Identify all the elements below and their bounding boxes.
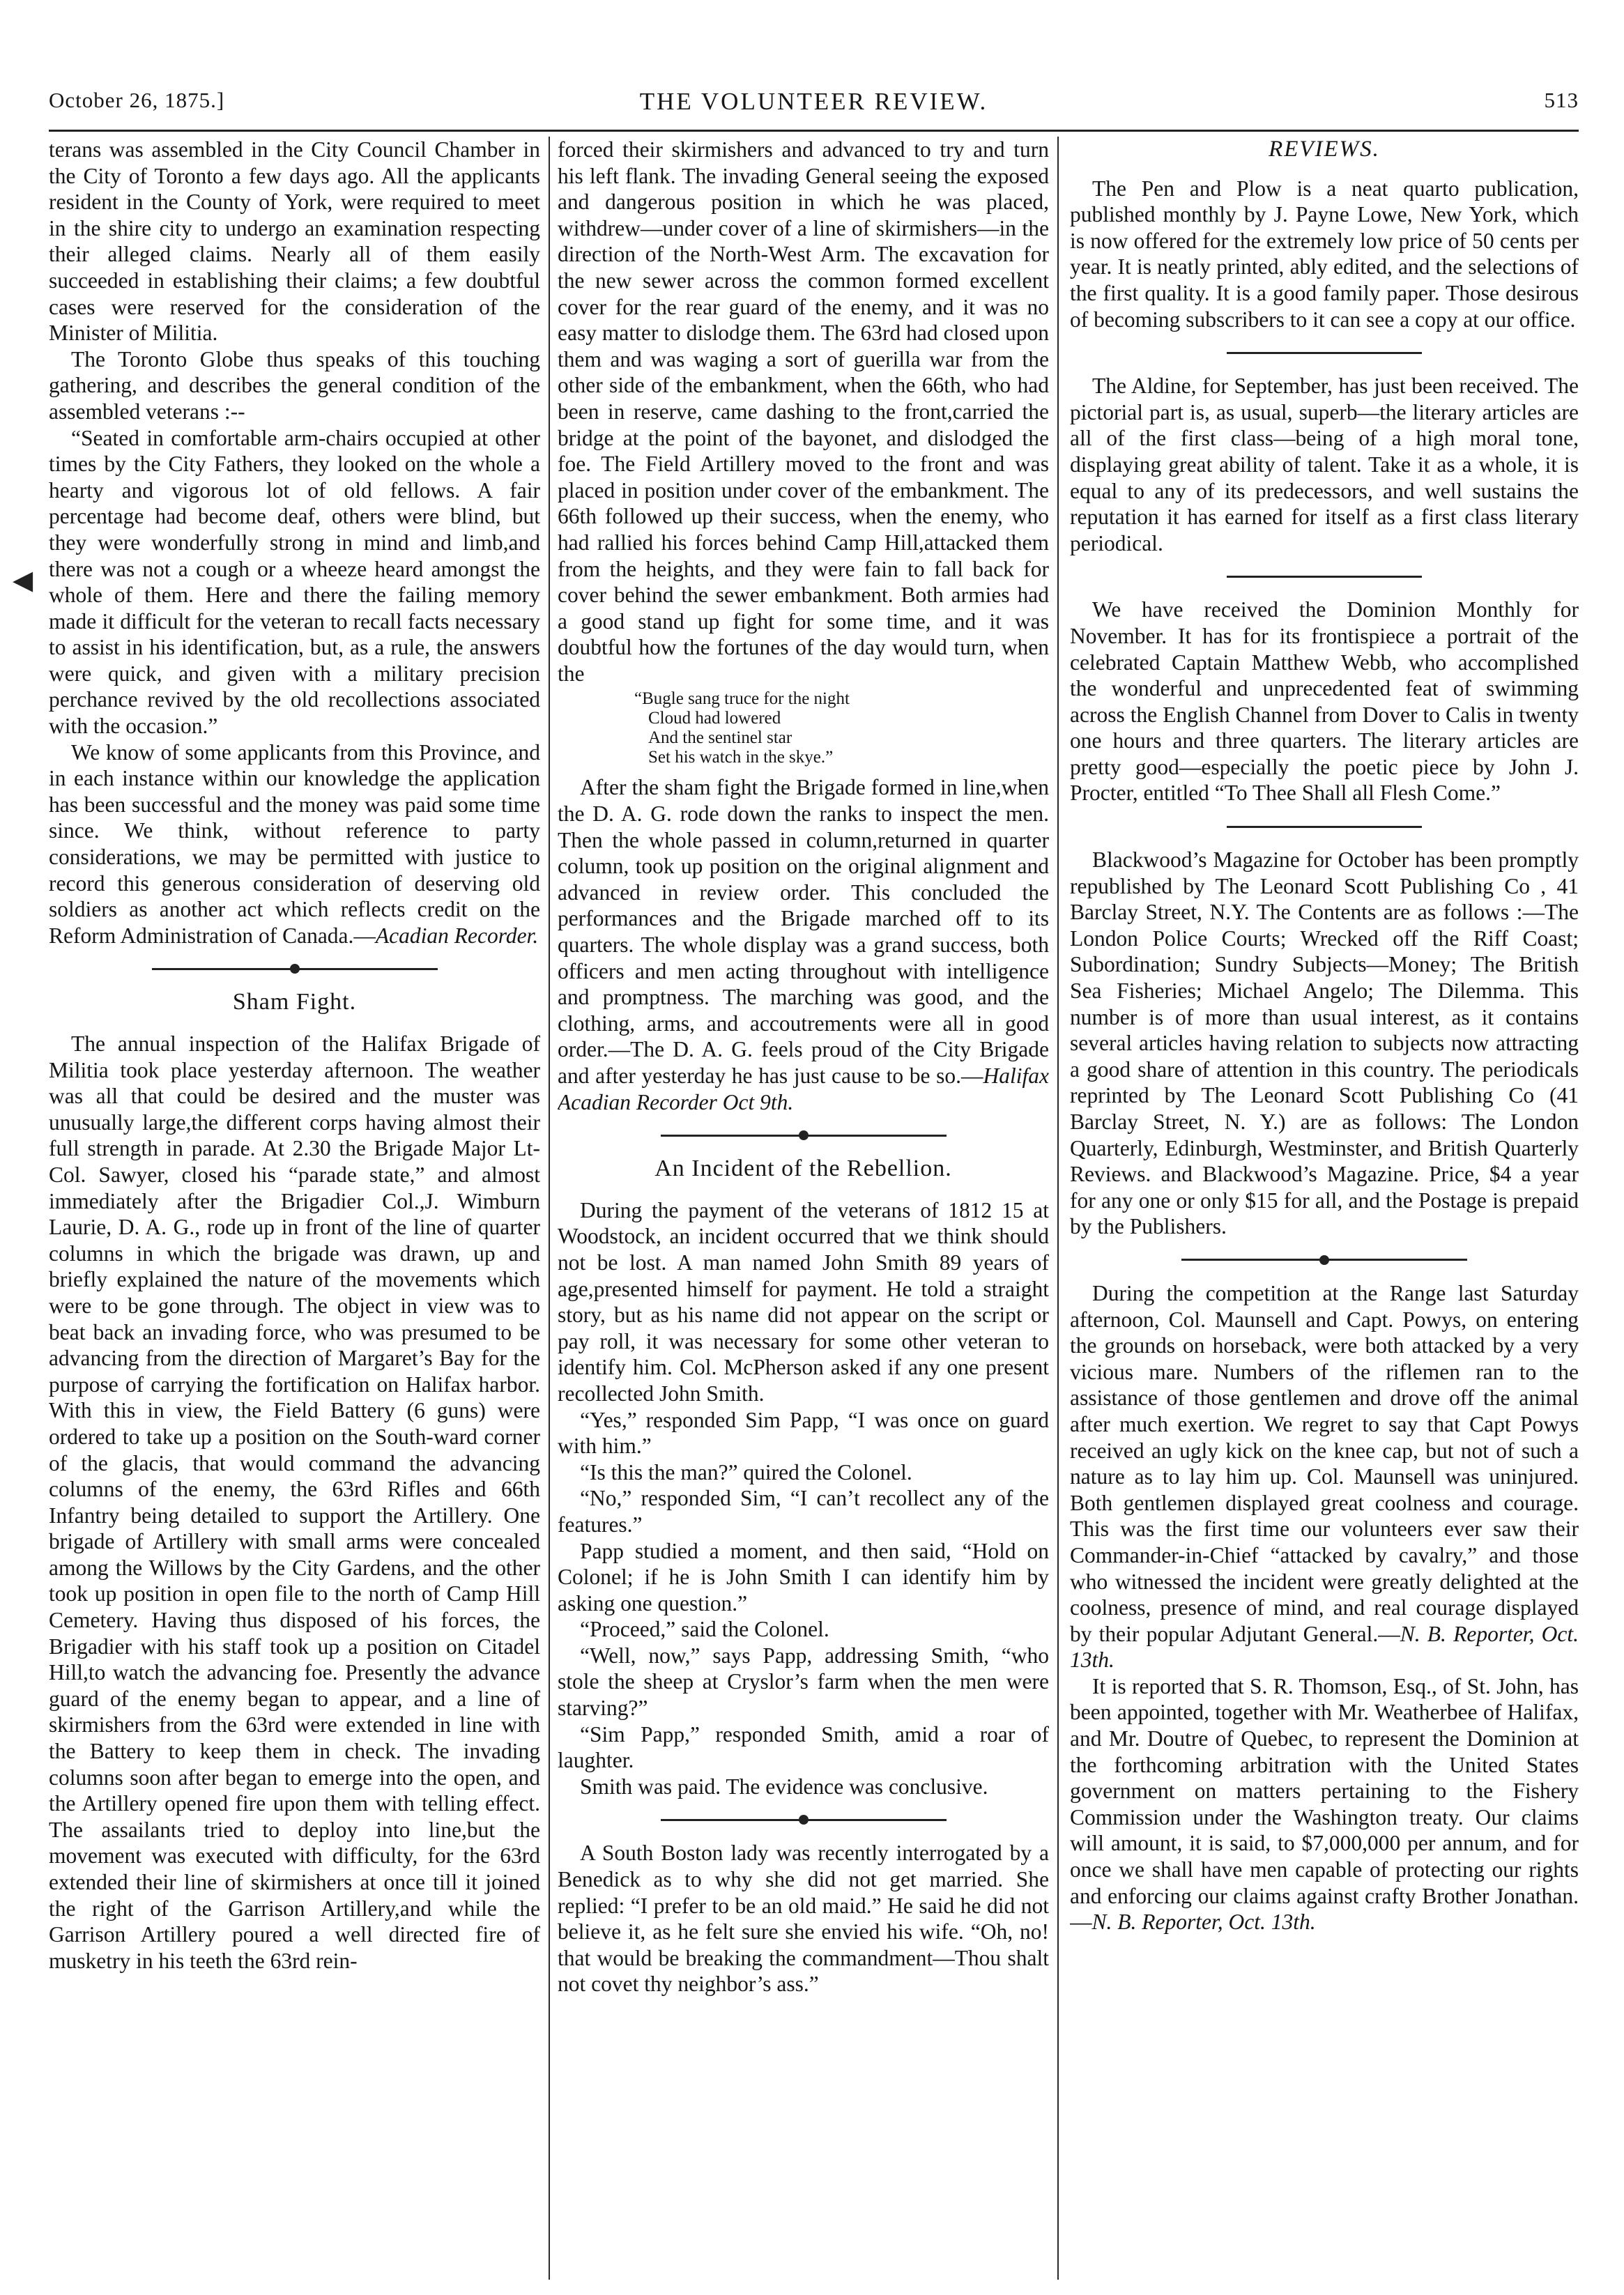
verse-quote	[558, 689, 1049, 767]
page-number: 513	[1544, 88, 1579, 112]
paragraph: During the payment of the veterans of 1812 15 at Woodstock, an incident occurred that we think should not be lost. A man named John Smith 89 years of age,presented himself for payment. He told a straight story, but as his name did not appear on the script or pay roll, it was necessary for some other veteran to identify him. Col. McPherson asked if any one present recollected John Smith.	[558, 1197, 1049, 1406]
source-credit: Halifax Acadian Recorder Oct 9th.	[558, 1064, 1049, 1114]
verse-line: Set his watch in the skye.”	[648, 748, 834, 767]
paragraph: “Well, now,” says Papp, addressing Smith, “who stole the sheep at Cryslor’s farm when the men were starving?”	[558, 1643, 1049, 1721]
source-credit: Acadian Recorder.	[375, 923, 539, 948]
verse-line: Cloud had lowered	[648, 709, 781, 728]
issue-date: October 26, 1875.]	[49, 88, 225, 112]
paragraph: “Proceed,” said the Colonel.	[580, 1617, 829, 1642]
source-credit: N. B. Reporter, Oct. 13th.	[1070, 1621, 1579, 1673]
column-2	[558, 137, 1049, 2283]
paragraph-text: It is reported that S. R. Thomson, Esq., of St. John, has been appointed, together with Mr. Weatherbee of Halifax, and Mr. Doutre of Quebec, to represent the Dominion at the forthcoming arbitration with the United States government on matters pertaining to the Fishery Commission under the Washington treaty. Our claims will amount, it is said, to $7,000,000 per annum, and for once we shall have men capable of protecting our rights and enforcing our claims against crafty Brother Jonathan.—	[1070, 1673, 1579, 1935]
paragraph: The Toronto Globe thus speaks of this touching gathering, and describes the general condition of the assembled veterans :--	[49, 346, 540, 424]
paragraph: Smith was paid. The evidence was conclusive.	[580, 1774, 988, 1799]
paragraph: “Is this the man?” quired the Colonel.	[580, 1459, 912, 1484]
section-divider	[1070, 1255, 1579, 1265]
section-divider	[558, 1130, 1049, 1140]
column-1	[49, 137, 540, 2283]
section-title: Sham Fight.	[232, 989, 357, 1015]
publication-title: THE VOLUNTEER REVIEW.	[639, 88, 988, 115]
paragraph: “Yes,” responded Sim Papp, “I was once on guard with him.”	[558, 1407, 1049, 1459]
paragraph: Papp studied a moment, and then said, “Hold on Colonel; if he is John Smith I can identify him by asking one question.”	[558, 1538, 1049, 1615]
quoted-paragraph: “Seated in comfortable arm-chairs occupied at other times by the City Fathers, they looked on the whole a hearty and vigorous lot of old fellows. A fair percentage had become deaf, others were blind, but they were wonderfully strong in mind and limb,and there was not a cough or a wheeze heard amongst the whole of them. Here and there the failing memory made it difficult for the veteran to recall facts necessary to assist in his identification, but, as a rule, the answers were quick, and given with a military precision perchance revived by the old recollections associated with the occasion.”	[49, 425, 540, 739]
margin-mark: ◀	[13, 566, 33, 595]
paragraph: A South Boston lady was recently interrogated by a Benedick as to why she did not get married. She replied: “I prefer to be an old maid.” He said he did not believe it, as he felt sure she envied his wife. “Oh, no! that would be breaking the commandment—Thou shalt not covet thy neighbor’s ass.”	[558, 1841, 1049, 1997]
header-rule	[49, 130, 1579, 132]
page-header	[49, 88, 1579, 123]
section-title: REVIEWS.	[1269, 137, 1380, 162]
paragraph: “No,” responded Sim, “I can’t recollect any of the features.”	[558, 1486, 1049, 1537]
paragraph	[1070, 1280, 1579, 1673]
column-3	[1070, 137, 1579, 2283]
section-title: An Incident of the Rebellion.	[654, 1156, 952, 1182]
section-divider	[1070, 571, 1579, 581]
section-divider	[1070, 822, 1579, 831]
paragraph: forced their skirmishers and advanced to try and turn his left flank. The invading General seeing the exposed and dangerous position in which he was placed, withdrew—under cover of a line of skirmishers—in the direction of the North-West Arm. The excavation for the new sewer across the common formed excellent cover for the rear guard of the enemy, and it was no easy matter to dislodge them. The 63rd had closed upon them and was waging a sort of guerilla war from the other side of the embankment, when the 66th, who had been in reserve, came dashing to the front,carried the bridge at the point of the bayonet, and dislodged the foe. The Field Artillery moved to the front and was placed in position under cover of the embankment. The 66th followed up their success, when the enemy, who had rallied his forces behind Camp Hill,attacked them from the heights, and they were fain to fall back for cover behind the sewer embankment. Both armies had a good stand up fight for some time, and it was doubtful how the fortunes of the day would turn, when the	[558, 137, 1049, 686]
verse-line: And the sentinel star	[648, 728, 792, 748]
column-rule-2	[1057, 137, 1059, 2280]
paragraph: The Pen and Plow is a neat quarto publication, published monthly by J. Payne Lowe, New York, which is now offered for the extremely low price of 50 cents per year. It is neatly printed, ably edited, and the selections of the first quality. It is a good family paper. Those desirous of becoming subscribers to it can see a copy at our office.	[1070, 176, 1579, 332]
paragraph-text: After the sham fight the Brigade formed in line,when the D. A. G. rode down the ranks to inspect the men. Then the whole passed in column,returned in quarter column, took up position on the original alignment and advanced in review order. This concluded the performances and the Brigade marched off to its quarters. The whole display was a grand success, both officers and men acting throughout with intelligence and promptness. The marching was good, and the clothing, arms, and accoutrements were all in good order.—The D. A. G. feels proud of the City Brigade and after yesterday he has just cause to be so.—	[558, 775, 1049, 1088]
verse-line: “Bugle sang truce for the night	[634, 689, 850, 709]
paragraph: “Sim Papp,” responded Smith, amid a roar of laughter.	[558, 1721, 1049, 1773]
paragraph	[1070, 1673, 1579, 1935]
section-divider	[49, 964, 540, 974]
paragraph: Blackwood’s Magazine for October has been promptly republished by The Leonard Scott Publishing Co , 41 Barclay Street, N.Y. The Contents are as follows :—The London Police Courts; Wrecked off the Riff Coast; Subordination; Sundry Subjects—Money; The British Sea Fisheries; Michael Angelo; The Dilemma. This number is of more than usual interest, as it contains several articles having relation to subjects now attracting a good share of attention in this country. The periodicals reprinted by The Leonard Scott Publishing Co (41 Barclay Street, N. Y.) are as follows: The London Quarterly, Edinburgh, Westminster, and British Quarterly Reviews. and Blackwood’s Magazine. Price, $4 a year for any one or only $15 for all, and the Postage is prepaid by the Publishers.	[1070, 847, 1579, 1239]
paragraph: The annual inspection of the Halifax Brigade of Militia took place yesterday afternoon. The weather was all that could be desired and the muster was unusually large,the different corps having almost their full strength in parade. At 2.30 the Brigade Major Lt-Col. Sawyer, closed his “parade state,” and almost immediately after the Brigadier Col.,J. Wimburn Laurie, D. A. G., rode up in front of the line of quarter columns in which the brigade was drawn, up and briefly explained the nature of the movements which were to be gone through. The object in view was to beat back an invading force, who was presumed to be advancing from the direction of Margaret’s Bay for the purpose of carrying the fortification on Halifax harbor. With this in view, the Field Battery (6 guns) were ordered to take up a position on the South-ward corner of the glacis, that would command the advancing columns of the enemy, the 63rd Rifles and 66th Infantry being detailed to support the Artillery. One brigade of Artillery with small arms were concealed among the Willows by the City Gardens, and the other took up position in open file to the north of Camp Hill Cemetery. Having thus disposed of his forces, the Brigadier with his staff took up a position on Citadel Hill,to watch the advancing foe. Presently the advance guard of the enemy began to appear, and a line of skirmishers from the 63rd were extended in line with the Battery to keep them in check. The invading columns soon after began to emerge into the open, and the Artillery opened fire upon them with telling effect. The assailants tried to deploy into line,but the movement was executed with difficulty, for the 63rd extended their line of skirmishers at once till it joined the right of the Garrison Artillery,and while the Garrison Artillery poured a well directed fire of musketry in his teeth the 63rd rein-	[49, 1031, 540, 1973]
section-divider	[558, 1815, 1049, 1825]
paragraph	[49, 739, 540, 949]
paragraph: We have received the Dominion Monthly for November. It has for its frontispiece a portrait of the celebrated Captain Matthew Webb, who accomplished the wonderful and unprecedented feat of swimming across the English Channel from Dover to Calis in twenty one hours and three quarters. The literary articles are pretty good—especially the poetic piece by John J. Procter, entitled “To Thee Shall all Flesh Come.”	[1070, 597, 1579, 806]
paragraph-text: During the competition at the Range last Saturday afternoon, Col. Maunsell and Capt. Powys, on entering the grounds on horseback, were both attacked by a very vicious mare. Numbers of the riflemen ran to the assistance of those gentlemen and drove off the animal after much exertion. We regret to say that Capt Powys received an ugly kick on the knee cap, but not of such a nature as to lay him up. Col. Maunsell was uninjured. Both gentlemen displayed great coolness and courage. This was the first time our volunteers ever saw their Commander-in-Chief “attacked by cavalry,” and those who witnessed the incident were greatly delighted at the coolness, presence of mind, and real courage displayed by their popular Adjutant General.—	[1070, 1280, 1579, 1646]
column-rule-1	[549, 137, 550, 2280]
section-divider	[1070, 348, 1579, 358]
paragraph: The Aldine, for September, has just been received. The pictorial part is, as usual, superb—the literary articles are all of the first class—being of a high moral tone, displaying great ability of talent. Take it as a whole, it is equal to any of its predecessors, and well sustains the reputation it has earned for itself as a first class literary periodical.	[1070, 374, 1579, 555]
paragraph-text: We know of some applicants from this Province, and in each instance within our knowledge the application has been successful and the money was paid some time since. We think, without reference to party considerations, we may be permitted with justice to record this generous consideration of deserving old soldiers as another act which reflects credit on the Reform Administration of Canada.—	[49, 739, 540, 948]
paragraph: terans was assembled in the City Council Chamber in the City of Toronto a few days ago. All the applicants resident in the County of York, were required to meet in the shire city to undergo an examination respecting their alleged claims. Nearly all of them easily succeeded in establishing their claims; a few doubtful cases were reserved for the consideration of the Minister of Militia.	[49, 137, 540, 346]
paragraph	[558, 774, 1049, 1115]
source-credit: N. B. Reporter, Oct. 13th.	[1091, 1910, 1316, 1935]
